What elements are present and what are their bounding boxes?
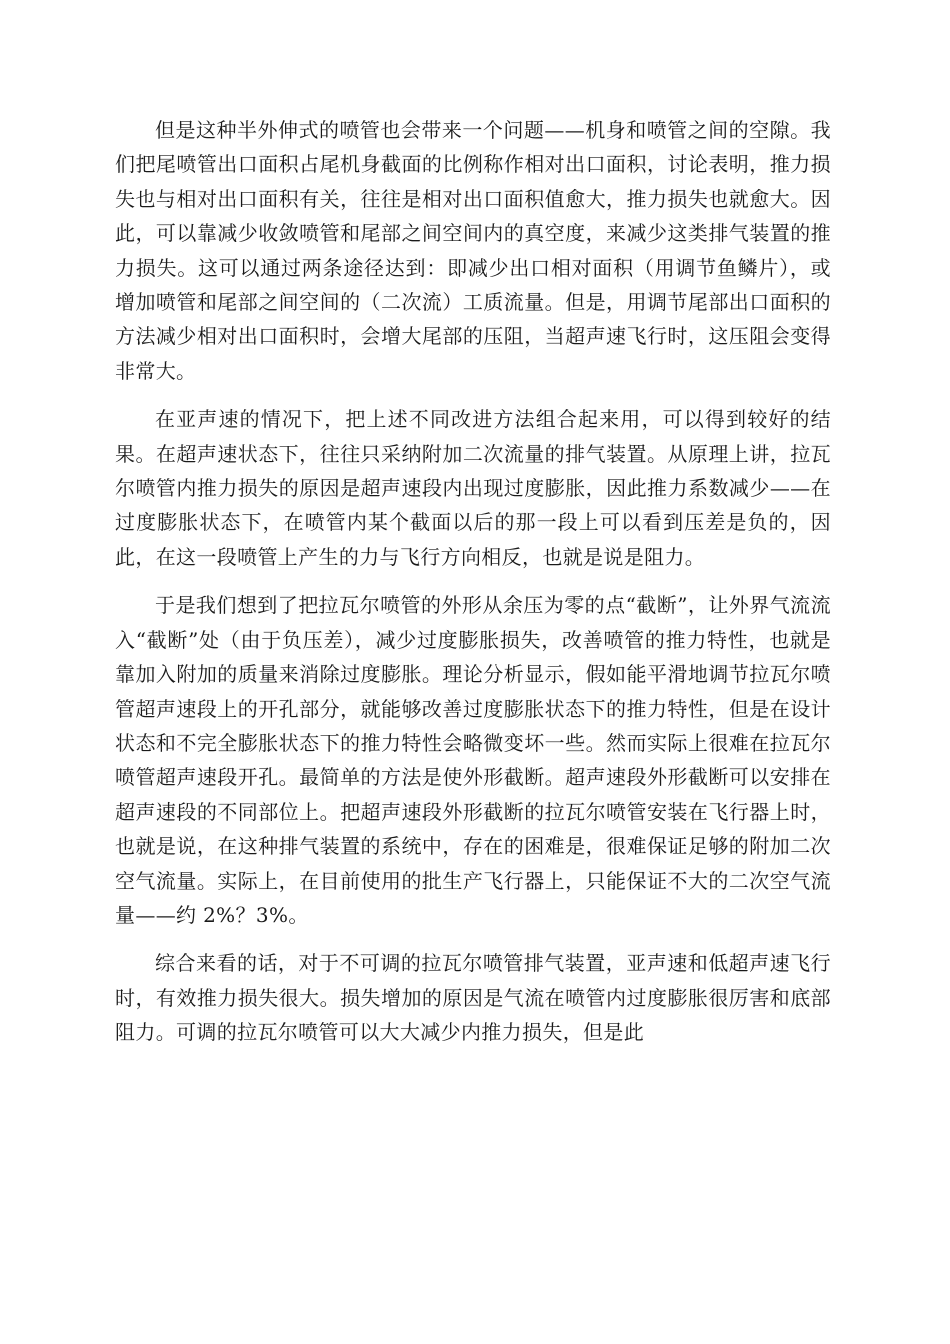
paragraph-2: 在亚声速的情况下，把上述不同改进方法组合起来用，可以得到较好的结果。在超声速状态下，往往只采纳附加二次流量的排气装置。从原理上讲，拉瓦尔喷管内推力损失的原因是超声速段内出现过度膨胀，因此推力系数减少——在过度膨胀状态下，在喷管内某个截面以后的那一段上可以看到压差是负的，因此，在这一段喷管上产生的力与飞行方向相反，也就是说是阻力。 (115, 407, 831, 569)
document-page (115, 113, 831, 1064)
paragraph-1: 但是这种半外伸式的喷管也会带来一个问题——机身和喷管之间的空隙。我们把尾喷管出口面积占尾机身截面的比例称作相对出口面积，讨论表明，推力损失也与相对出口面积有关，往往是相对出口面积值愈大，推力损失也就愈大。因此，可以靠减少收敛喷管和尾部之间空间内的真空度，来减少这类排气装置的推力损失。这可以通过两条途径达到：即减少出口相对面积（用调节鱼鳞片），或增加喷管和尾部之间空间的（二次流）工质流量。但是，用调节尾部出口面积的方法减少相对出口面积时，会增大尾部的压阻，当超声速飞行时，这压阻会变得非常大。 (115, 118, 831, 383)
paragraph-3: 于是我们想到了把拉瓦尔喷管的外形从余压为零的点“截断”，让外界气流流入“截断”处（由于负压差），减少过度膨胀损失，改善喷管的推力特性，也就是靠加入附加的质量来消除过度膨胀。理论分析显示，假如能平滑地调节拉瓦尔喷管超声速段上的开孔部分，就能够改善过度膨胀状态下的推力特性，但是在设计状态和不完全膨胀状态下的推力特性会略微变坏一些。然而实际上很难在拉瓦尔喷管超声速段开孔。最简单的方法是使外形截断。超声速段外形截断可以安排在超声速段的不同部位上。把超声速段外形截断的拉瓦尔喷管安装在飞行器上时，也就是说，在这种排气装置的系统中，存在的困难是，很难保证足够的附加二次空气流量。实际上，在目前使用的批生产飞行器上，只能保证不大的二次空气流量——约 2%？3%。 (115, 593, 831, 927)
paragraph-4: 综合来看的话，对于不可调的拉瓦尔喷管排气装置，亚声速和低超声速飞行时，有效推力损失很大。损失增加的原因是气流在喷管内过度膨胀很厉害和底部阻力。可调的拉瓦尔喷管可以大大减少内推力损失，但是此 (115, 951, 831, 1045)
